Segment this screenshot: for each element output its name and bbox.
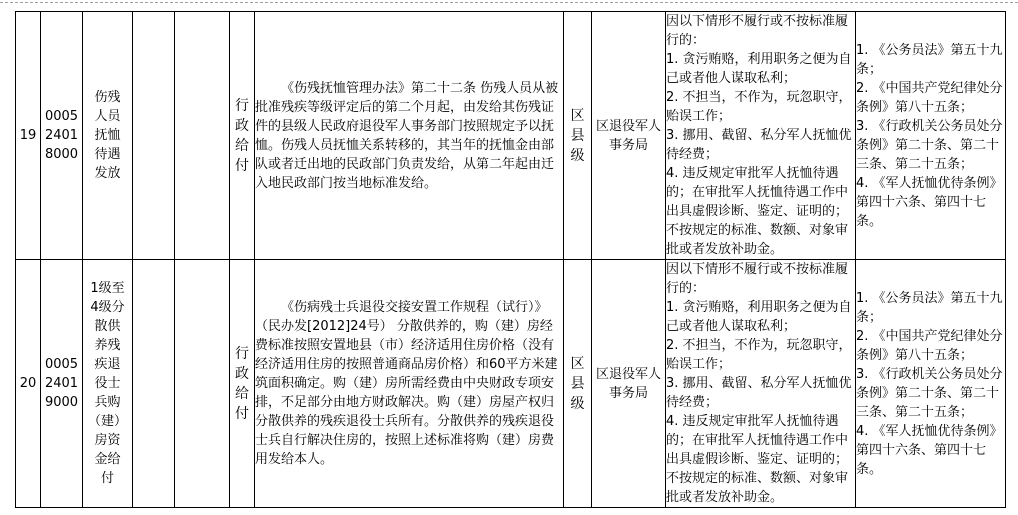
law-line: 4. 《军人抚恤优待条例》第四十六条、第四十七条。	[856, 423, 1003, 477]
admin-level: 区县级	[570, 107, 585, 164]
department: 区退役军人事务局	[592, 12, 666, 260]
empty-cell	[133, 260, 175, 508]
responsibility-table	[15, 11, 1006, 508]
duty-line: 因以下情形不履行或不按标准履行的：	[666, 262, 849, 296]
row-index: 20	[16, 260, 41, 508]
law-line: 1. 《公务员法》第五十九条；	[856, 290, 1003, 325]
duty-cell	[666, 260, 856, 508]
duty-line: 3. 挪用、截留、私分军人抚恤优待经费；	[666, 128, 852, 162]
level-cell	[564, 260, 592, 508]
duty-line: 3. 挪用、截留、私分军人抚恤优待经费；	[666, 376, 852, 410]
law-line: 3. 《行政机关公务员处分条例》第二十条、第二十三条、第二十五条；	[856, 118, 1003, 172]
legal-basis-cell	[255, 12, 564, 260]
item-type: 行政给付	[235, 97, 249, 174]
item-name: 1级至 4级分 散供 养残 疾退 役士 兵购 （建） 房资 金给 付	[83, 260, 133, 508]
law-line: 1. 《公务员法》第五十九条；	[856, 42, 1003, 77]
law-line: 3. 《行政机关公务员处分条例》第二十条、第二十三条、第二十五条；	[856, 366, 1003, 420]
item-code: 0005 2401 9000	[41, 260, 83, 508]
duty-cell	[666, 12, 856, 260]
item-name: 伤残 人员 抚恤 待遇 发放	[83, 12, 133, 260]
table-row	[16, 12, 1006, 260]
duty-line: 4. 违反规定审批军人抚恤待遇的；在审批军人抚恤待遇工作中出具虚假诊断、鉴定、证明的；不按规定的标准、数额、对象审批或者发放补助金。	[666, 414, 849, 505]
duty-line: 1. 贪污贿赂，利用职务之便为自己或者他人谋取私利；	[666, 300, 852, 334]
empty-cell	[133, 12, 175, 260]
duty-line: 4. 违反规定审批军人抚恤待遇的；在审批军人抚恤待遇工作中出具虚假诊断、鉴定、证明的；不按规定的标准、数额、对象审批或者发放补助金。	[666, 166, 849, 257]
row-index: 19	[16, 12, 41, 260]
table-row	[16, 260, 1006, 508]
law-cell	[856, 260, 1006, 508]
item-code: 0005 2401 8000	[41, 12, 83, 260]
item-type-cell	[230, 260, 255, 508]
duty-line: 因以下情形不履行或不按标准履行的：	[666, 14, 849, 48]
duty-line: 1. 贪污贿赂，利用职务之便为自己或者他人谋取私利；	[666, 52, 852, 86]
item-type-cell	[230, 12, 255, 260]
law-line: 2. 《中国共产党纪律处分条例》第八十五条；	[856, 328, 1003, 363]
law-cell	[856, 12, 1006, 260]
admin-level: 区县级	[570, 355, 585, 412]
duty-line: 2. 不担当，不作为，玩忽职守，贻误工作；	[666, 90, 852, 124]
duty-line: 2. 不担当，不作为，玩忽职守，贻误工作；	[666, 338, 852, 372]
legal-basis: 《伤残抚恤管理办法》第二十二条 伤残人员从被批准残疾等级评定后的第二个月起，由发给其伤残证件的县级人民政府退役军人事务部门按照规定予以抚恤。伤残人员抚恤关系转移的，其当年的抚恤金由部队或者迁出地的民政部门负责发给，从第二年起由迁入地民政部门按当地标准发给。	[255, 80, 559, 191]
page-edge-guide	[0, 2, 1018, 3]
legal-basis: 《伤病残士兵退役交接安置工作规程（试行）》（民办发[2012]24号） 分散供养的，购（建）房经费标准按照安置地县（市）经济适用住房价格（没有经济适用住房的按照普通商品房价格）和60平方米建筑面积确定。购（建）房所需经费由中央财政专项安排，不足部分由地方财政解决。购（建）房屋产权归分散供养的残疾退役士兵所有。分散供养的残疾退役士兵自行解决住房的，按照上述标准将购（建）房费用发给本人。	[255, 300, 558, 467]
department: 区退役军人事务局	[592, 260, 666, 508]
legal-basis-cell	[255, 260, 564, 508]
empty-cell	[175, 12, 230, 260]
empty-cell	[175, 260, 230, 508]
law-line: 2. 《中国共产党纪律处分条例》第八十五条；	[856, 80, 1003, 115]
law-line: 4. 《军人抚恤优待条例》第四十六条、第四十七条。	[856, 175, 1003, 229]
level-cell	[564, 12, 592, 260]
item-type: 行政给付	[235, 345, 249, 422]
